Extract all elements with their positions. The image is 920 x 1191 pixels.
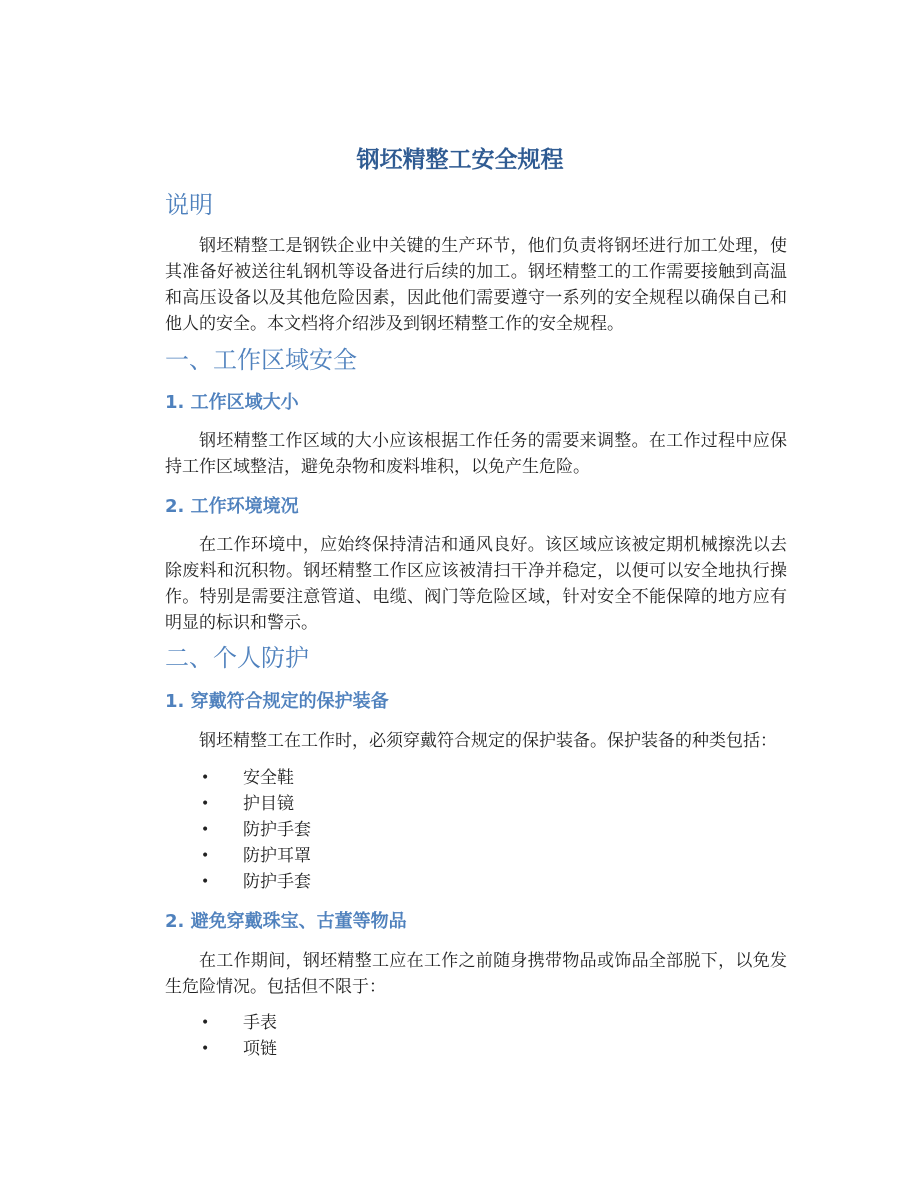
protective-equipment-list [165, 765, 765, 895]
bullet-icon: • [201, 796, 210, 812]
bullet-icon: • [201, 1041, 210, 1057]
bullet-icon: • [201, 874, 210, 890]
bullet-icon: • [201, 770, 210, 786]
list-item: • 防护耳罩 [165, 843, 765, 869]
document-title: 钢坯精整工安全规程 [356, 147, 564, 173]
section2-heading: 二、个人防护 [165, 644, 309, 672]
jewelry-list [165, 1010, 765, 1062]
list-item: • 手表 [165, 1010, 765, 1036]
list-item: • 防护手套 [165, 817, 765, 843]
intro-heading: 说明 [165, 191, 213, 219]
bullet-icon: • [201, 1015, 210, 1031]
bullet-icon: • [201, 822, 210, 838]
bullet-icon: • [201, 848, 210, 864]
section1-heading: 一、工作区域安全 [165, 346, 357, 374]
section1-sub2-paragraph: 在工作环境中，应始终保持清洁和通风良好。该区域应该被定期机械擦洗以去除废料和沉积物。钢坯精整工作区应该被清扫干净并稳定，以便可以安全地执行操作。特别是需要注意管道、电缆、阀门等危险区域，针对安全不能保障的地方应有明显的标识和警示。 [165, 535, 787, 633]
section1-sub1-paragraph: 钢坯精整工作区域的大小应该根据工作任务的需要来调整。在工作过程中应保持工作区域整洁，避免杂物和废料堆积，以免产生危险。 [165, 431, 787, 477]
section2-sub2-paragraph: 在工作期间，钢坯精整工应在工作之前随身携带物品或饰品全部脱下，以免发生危险情况。包括但不限于： [165, 951, 787, 997]
list-item: • 防护手套 [165, 869, 765, 895]
list-item: • 项链 [165, 1036, 765, 1062]
list-item: • 安全鞋 [165, 765, 765, 791]
section2-sub1-heading: 1. 穿戴符合规定的保护装备 [165, 691, 389, 712]
section1-sub1-heading: 1. 工作区域大小 [165, 392, 299, 413]
section1-sub2-heading: 2. 工作环境境况 [165, 496, 299, 517]
section2-sub1-paragraph: 钢坯精整工在工作时，必须穿戴符合规定的保护装备。保护装备的种类包括： [199, 731, 777, 751]
intro-paragraph: 钢坯精整工是钢铁企业中关键的生产环节，他们负责将钢坯进行加工处理，使其准备好被送往轧钢机等设备进行后续的加工。钢坯精整工的工作需要接触到高温和高压设备以及其他危险因素，因此他们需要遵守一系列的安全规程以确保自己和他人的安全。本文档将介绍涉及到钢坯精整工作的安全规程。 [165, 236, 787, 334]
list-item: • 护目镜 [165, 791, 765, 817]
section2-sub2-heading: 2. 避免穿戴珠宝、古董等物品 [165, 911, 407, 932]
